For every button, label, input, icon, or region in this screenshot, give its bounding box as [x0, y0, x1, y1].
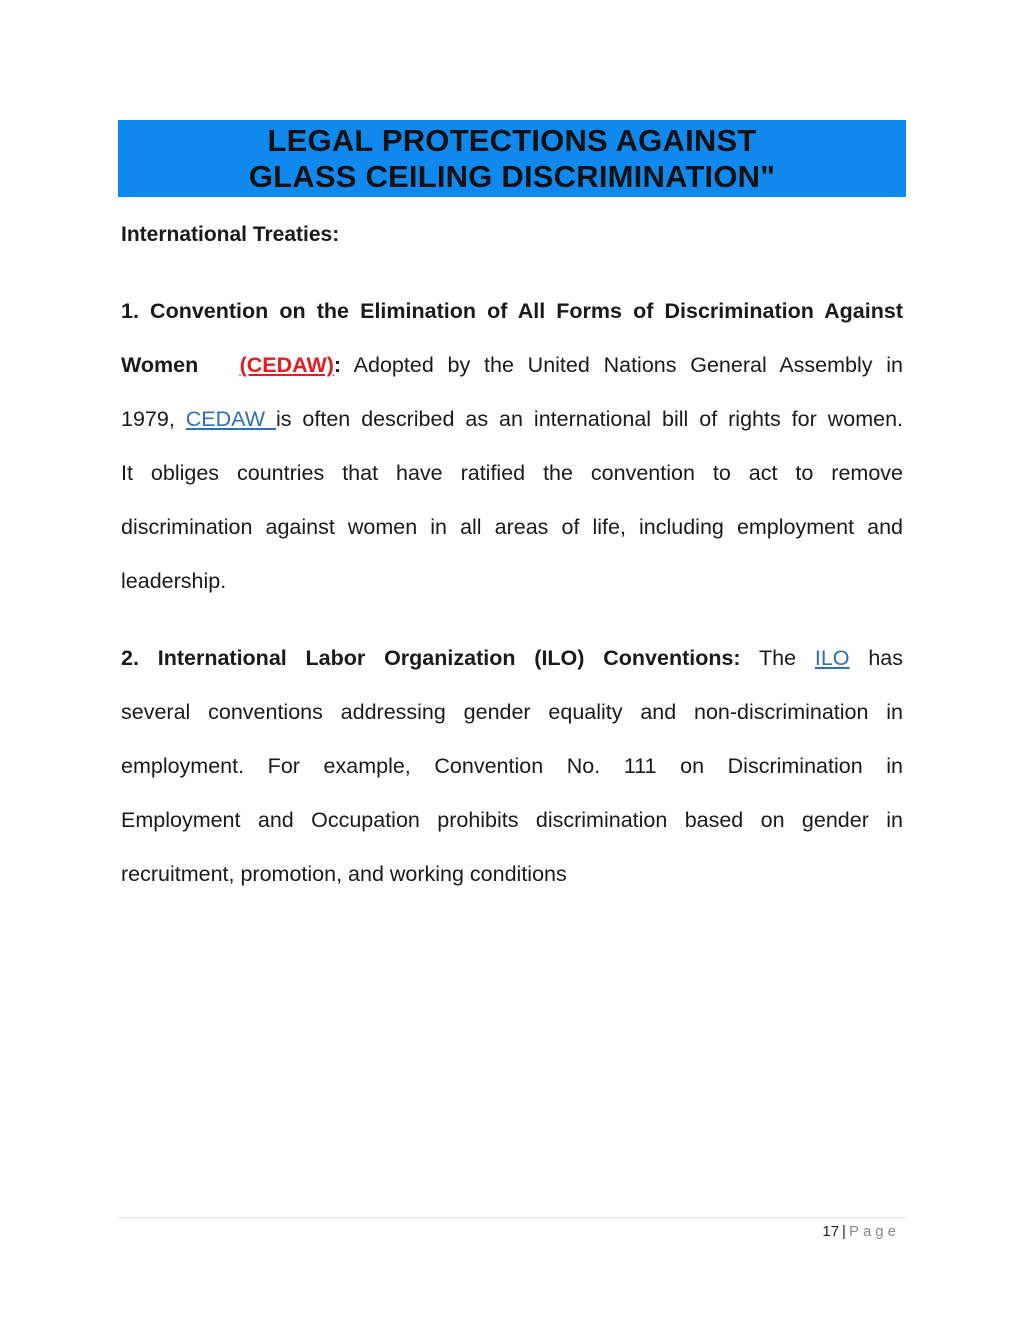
- cedaw-link-red[interactable]: (CEDAW): [239, 353, 334, 377]
- cedaw-line-2: [121, 338, 903, 392]
- title-line-1: LEGAL PROTECTIONS AGAINST: [267, 123, 757, 158]
- cedaw-line-3: [121, 392, 903, 446]
- ilo-line-1: [121, 631, 903, 685]
- ilo-line-3: employment. For example, Convention No. 111 on Discrimination in: [121, 754, 903, 778]
- footer-separator: |: [842, 1223, 846, 1240]
- cedaw-description-text: is often described as an international bill of rights for women.: [275, 407, 903, 431]
- ilo-line-4: Employment and Occupation prohibits discrimination based on gender in: [121, 808, 903, 832]
- cedaw-paragraph: [121, 284, 903, 608]
- section-heading: International Treaties:: [121, 223, 340, 246]
- cedaw-line-5: discrimination against women in all areas of life, including employment and: [121, 515, 903, 539]
- ilo-link[interactable]: ILO: [814, 646, 850, 670]
- cedaw-adopted-text: Adopted by the United Nations General Assembly in: [341, 353, 904, 377]
- ilo-heading: 2. International Labor Organization (ILO) Conventions:: [121, 646, 741, 670]
- ilo-paragraph: [121, 631, 903, 901]
- ilo-the-text: The: [740, 646, 815, 670]
- cedaw-colon: :: [333, 353, 342, 377]
- title-banner: [118, 120, 906, 197]
- page-label: Page: [848, 1223, 900, 1240]
- cedaw-line-4: It obliges countries that have ratified the convention to act to remove: [121, 461, 903, 485]
- cedaw-link-blue[interactable]: CEDAW: [185, 407, 276, 431]
- cedaw-heading-line: 1. Convention on the Elimination of All Forms of Discrimination Against: [121, 299, 903, 323]
- footer-divider: [118, 1217, 906, 1218]
- ilo-line-5: recruitment, promotion, and working conditions: [121, 862, 567, 886]
- cedaw-heading-cont: Women: [121, 353, 199, 377]
- ilo-has-text: has: [849, 646, 904, 670]
- cedaw-line-6: leadership.: [121, 569, 227, 593]
- title-line-2: GLASS CEILING DISCRIMINATION": [248, 159, 776, 194]
- page-footer: [822, 1222, 900, 1242]
- ilo-line-2: several conventions addressing gender equality and non-discrimination in: [121, 700, 903, 724]
- cedaw-year-text: 1979,: [121, 407, 186, 431]
- page-number: 17: [822, 1223, 840, 1240]
